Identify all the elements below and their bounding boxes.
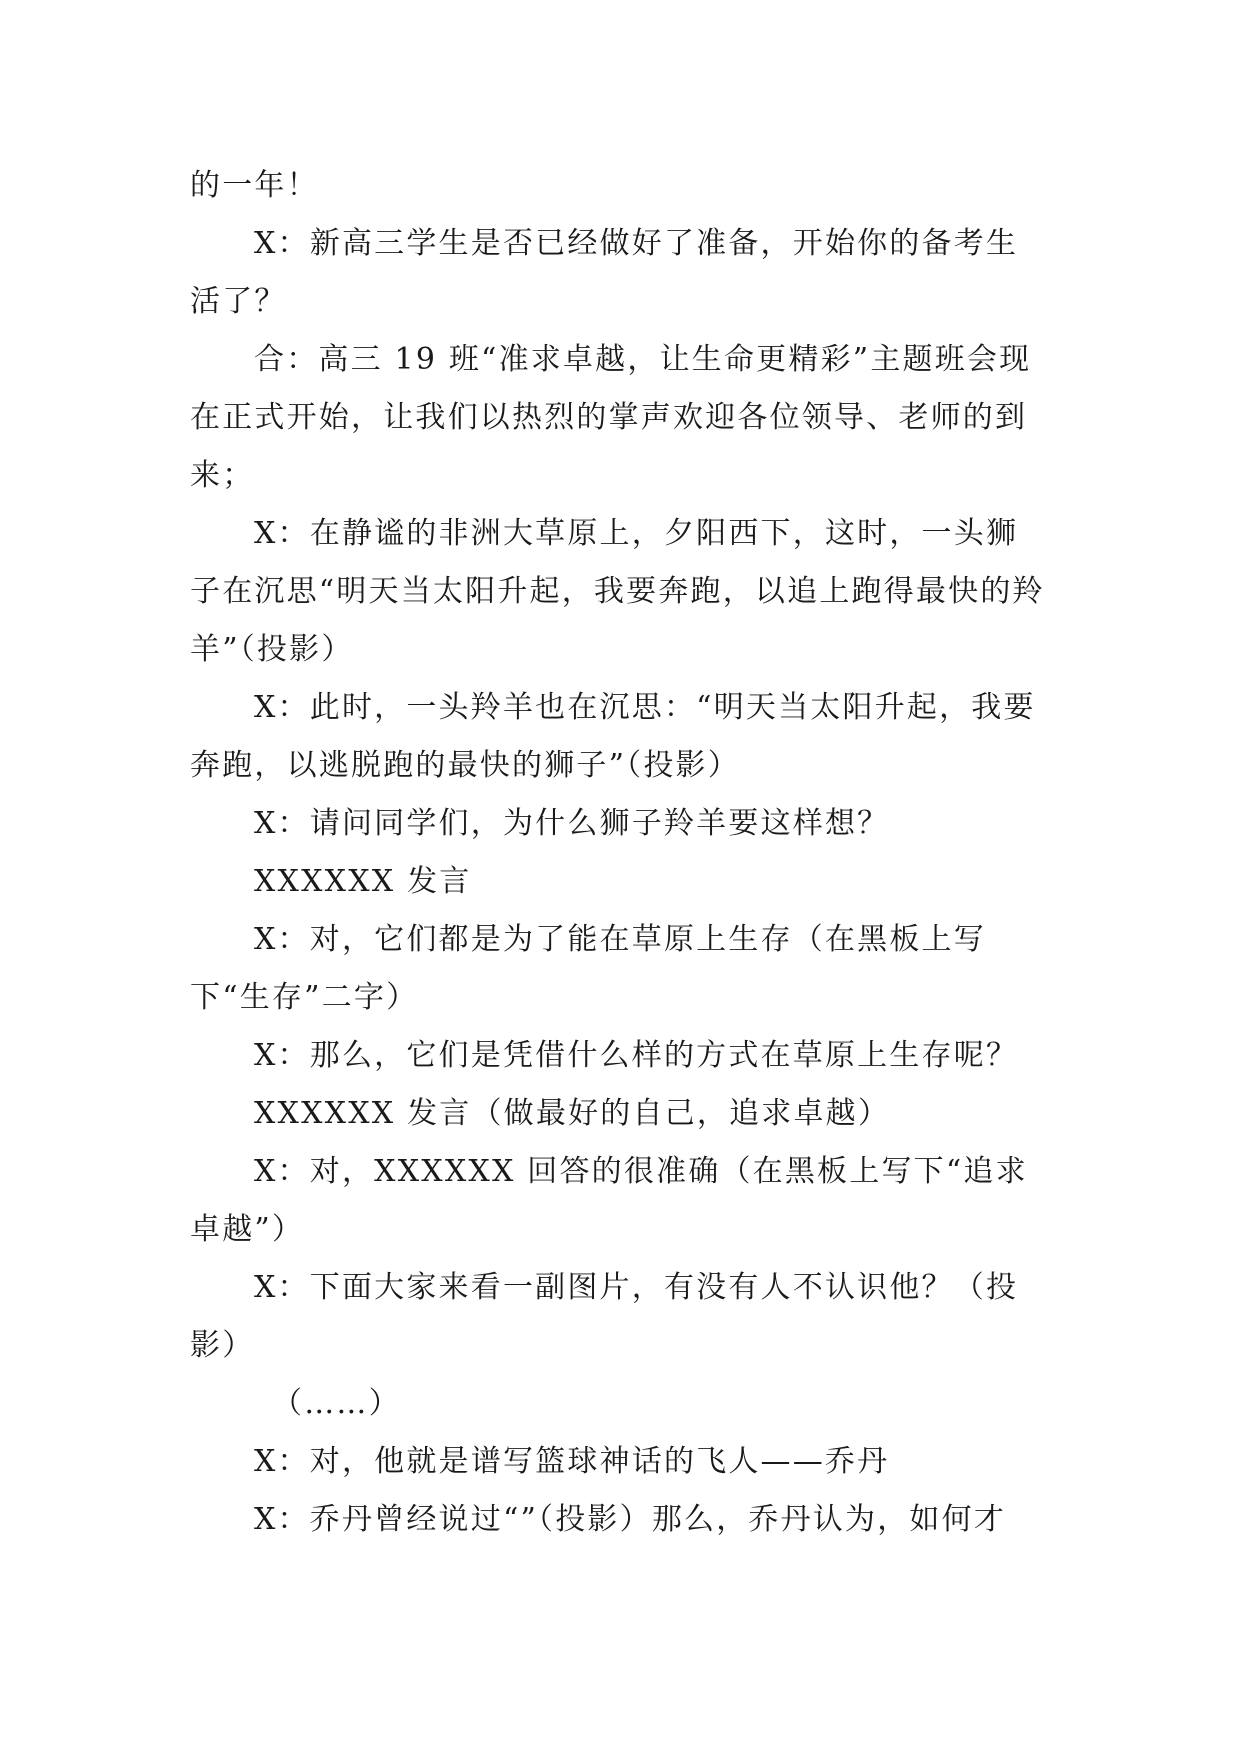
- paragraph-x-antelope: X：此时，一头羚羊也在沉思：“明天当太阳升起，我要奔跑，以逃脱跑的最快的狮子”（投影）: [190, 690, 1036, 783]
- paragraph-x-lion: X：在静谧的非洲大草原上，夕阳西下，这时，一头狮子在沉思“明天当太阳升起，我要奔跑，以追上跑得最快的羚羊”（投影）: [190, 516, 1045, 667]
- paragraph-x-preparation: X：新高三学生是否已经做好了准备，开始你的备考生活了？: [190, 226, 1019, 319]
- paragraph-x-picture: X：下面大家来看一副图片，有没有人不认识他？（投影）: [190, 1270, 1019, 1363]
- paragraph-x-method: X：那么，它们是凭借什么样的方式在草原上生存呢？: [254, 1038, 1019, 1073]
- paragraph-speech-2: XXXXXX 发言（做最好的自己，追求卓越）: [254, 1096, 891, 1131]
- paragraph-x-excellence: X：对，XXXXXX 回答的很准确（在黑板上写下“追求卓越”）: [190, 1154, 1028, 1247]
- paragraph-x-jordan: X：对，他就是谱写篮球神话的飞人——乔丹: [254, 1444, 890, 1479]
- paragraph-continuation: 的一年！: [190, 168, 319, 203]
- paragraph-x-jordan-quote: X：乔丹曾经说过“”（投影）那么，乔丹认为，如何才: [254, 1502, 1007, 1537]
- document-body: [190, 157, 1050, 1549]
- paragraph-ellipsis: （……）: [272, 1386, 401, 1421]
- paragraph-he-opening: 合：高三 19 班“准求卓越，让生命更精彩”主题班会现在正式开始，让我们以热烈的掌声欢迎各位领导、老师的到来；: [190, 342, 1032, 493]
- paragraph-x-survival: X：对，它们都是为了能在草原上生存（在黑板上写下“生存”二字）: [190, 922, 986, 1015]
- paragraph-speech-1: XXXXXX 发言: [254, 864, 472, 899]
- paragraph-x-question: X：请问同学们，为什么狮子羚羊要这样想？: [254, 806, 890, 841]
